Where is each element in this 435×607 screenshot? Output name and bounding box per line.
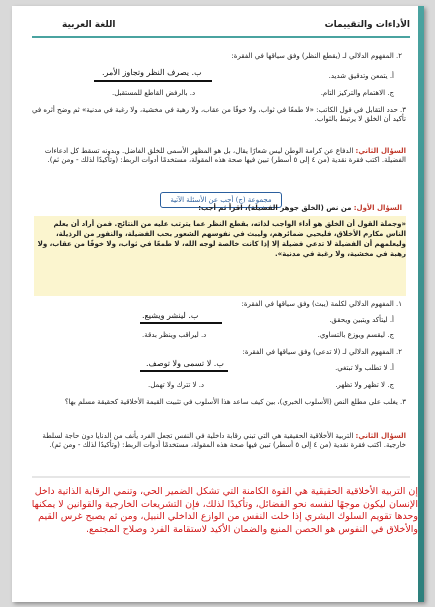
fq2-text: ٢. المفهوم الدلالي لـ (لا تدعى) وفق سياقها في الفقرة: [242,348,402,356]
second-question-b-text: التربية الأخلاقية الحقيقية هي التي تبني رقابة داخلية في النفس تجعل الفرد يأنف من الدنايا دون حاجة لسلطة خارجية. اكتب فقرة نقدية (من ٤ إلى ٥ أسطر) تبين فيها صحة هذه المقولة، مستخدمًا أدوات الربط: (وتأكيدًا لذلك - ومن ثم). [42,432,406,449]
first-question-head [198,204,402,213]
fq1-text: ١. المفهوم الدلالي لكلمة (يبث) وفق سياقها في الفقرة: [241,300,402,308]
s1-q2-opt-b-handwritten: ب. يصرف النظر وتجاوز الأمر. [102,68,202,77]
second-question-b [32,432,406,450]
group-c-box: مجموعة (ج) أجب عن الأسئلة الآتية [160,192,282,208]
s1-q2-opt-a: أ. يتمعن وتدقيق شديد. [328,72,394,80]
side-accent-bar [418,6,424,602]
fq1-opt-b-handwritten: ب. لينشر ويشيع. [142,311,199,320]
page-header [32,20,410,34]
passage-text: «وجملة القول أن الخلق هو أداء الواجب لذاته، بقطع النظر عما يترتب عليه من النتائج. فمن أراد أن يعلم الناس مكارم الأخلاق، فليحيي ضمائرهم، وليبث في نفوسهم الشعور بحب الفضيلة، والنفور من الرذيلة، وليعلمهم أن الفضيلة لا تدعي فضيلة إلا إذا كانت خالصة لوجه الله، لا طمعًا في ثواب، ولا خوفًا من عقاب، ولا رهبة في مخشية، ولا رغبة في مدنية». [37,220,406,258]
s1-q3-text: ٣. حدد التقابل في قول الكاتب: «لا طمعًا في ثواب، ولا خوفًا من عقاب، ولا رهبة في مخشية، ولا رغبة في مدنية» ثم وضح أثره في تأكيد أن الخلق لا يرتبط بالثواب. [31,106,406,123]
fq1-opt-a: أ. ليتأكد ويتبين ويحقق. [329,316,394,324]
separator [32,476,410,478]
s1-q2-opt-d: د. بالرفض القاطع للمستقبل. [112,89,196,97]
header-rule [32,36,410,38]
worksheet-page [12,6,424,602]
fq2-opt-c: ج. لا تظهر ولا تظهر. [335,381,394,389]
fq3-text: ٣. يغلب على مطلع النص (الأسلوب الخبري)، بين كيف ساعد هذا الأسلوب في تثبيت القيمة الأخلاقية كحقيقة مسلم بها؟ [64,398,406,406]
s1-q2-opt-c: ج. الاهتمام والتركيز التام. [320,89,394,97]
first-question-prompt: من نص (الخلق جوهر الفضيلة)، اقرأ ثم أجب: [198,204,352,212]
handwritten-answer: إن التربية الأخلاقية الحقيقية هي القوة الكامنة التي تشكل الضمير الحي، وتنمي الرقابة الذاتية داخل الإنسان ليكون موجهًا لنفسه نحو الفضائل، وتأكيدًا لذلك، فإن التشريعات الخارجية والقوانين لا يمكنها وحدها تقويم السلوك البشري إذا خلت النفس من الوازع الداخلي النبيل، ومن ثم يصبح غرس القيم والأخلاق في النفوس هو الحصن المنيع والضمان الأكيد لاستقامة الفرد وصلاح المجتمع. [31,486,418,535]
header-right-title: الأداءات والتقييمات [324,20,410,30]
second-question-a-label: السؤال الثاني: [355,147,406,155]
second-question-b-label: السؤال الثاني: [355,432,406,440]
s1-q2-underline [94,80,212,82]
fq2-opt-a: أ. لا تطلب ولا تبتغي. [335,364,394,372]
fq1-opt-c: ج. ليقسم ويوزع بالتساوي. [317,331,394,339]
fq2-underline [140,370,228,372]
fq2-opt-b-handwritten: ب. لا تسمى ولا توصف. [146,359,224,368]
second-question-a [32,147,406,165]
header-left-title: اللغة العربية [62,20,116,30]
fq2-opt-d: د. لا تترك ولا تهمل. [148,381,205,389]
s1-q2-text: ٢. المفهوم الدلالي لـ (يقطع النظر) وفق سياقها في الفقرة: [231,52,402,60]
second-question-a-text: الدفاع عن كرامة الوطن ليس شعارًا يقال، بل هو المظهر الأسمى للخلق الفاضل. وبدونه تسقط كل ادعاءات الفضيلة. اكتب فقرة نقدية (من ٤ إلى ٥ أسطر) تبين فيها صحة هذه المقولة، مستخدمًا أدوات الربط: (وتأكيدًا لذلك - ومن ثم). [44,147,406,164]
first-question-label: السؤال الأول: [353,204,402,212]
fq1-opt-d: د. ليراقب وينظر بدقة. [142,331,207,339]
fq1-underline [140,322,222,324]
